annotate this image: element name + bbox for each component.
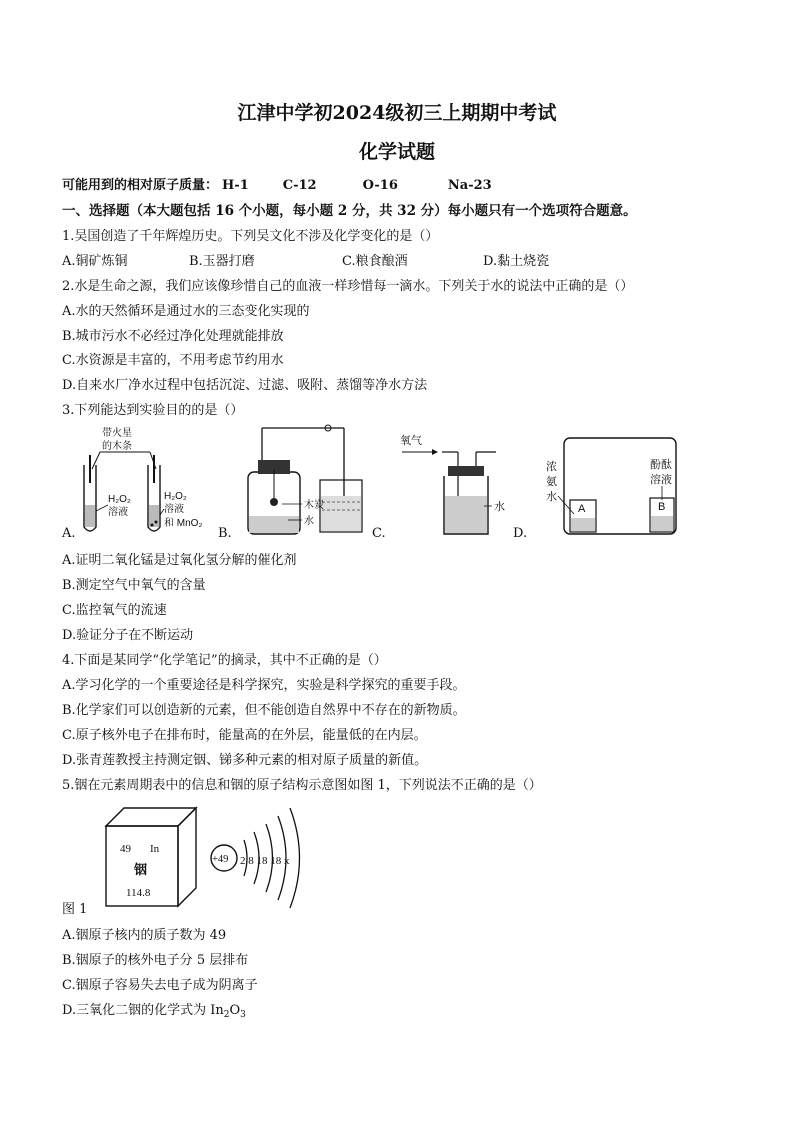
q3-option-c: C.监控氧气的流速 (62, 603, 167, 618)
q4-option-d: D.张青莲教授主持测定铟、锑多种元素的相对原子质量的新值。 (62, 753, 428, 768)
q1-option-b: B.玉器打磨 (189, 254, 255, 269)
fig-b-charcoal-label: 木炭 (304, 500, 324, 511)
q3-stem: 3.下列能达到实验目的的是（） (62, 403, 244, 418)
element-mass: 114.8 (126, 887, 151, 899)
fig-d-left-2: 氨 (546, 476, 557, 488)
fig-a-tube1-line2: 溶液 (108, 507, 128, 518)
atom-nucleus: +49 (212, 854, 229, 865)
fig-d-left-3: 水 (546, 491, 557, 503)
fig-d-right-1: 酚酞 (650, 459, 672, 471)
fig-a-tube2-line3: 和 MnO₂ (164, 518, 203, 529)
fig-a-label-top1: 带火星 (102, 428, 132, 439)
mass-h: H-1 (222, 178, 249, 193)
q5-option-d (62, 999, 246, 1020)
fig-a-label-top2: 的木条 (102, 441, 132, 452)
mass-o: O-16 (362, 178, 398, 193)
fig-a-tube2-line2: 溶液 (164, 504, 184, 515)
q4-stem: 4.下面是某同学“化学笔记”的摘录，其中不正确的是（） (62, 653, 387, 668)
fig-b-apparatus (232, 420, 367, 540)
element-number: 49 (120, 843, 131, 855)
q5-option-d-text: D.三氧化二铟的化学式为 In (62, 1003, 224, 1018)
fig-d-right-2: 溶液 (650, 474, 672, 486)
fig-d-left-1: 浓 (546, 461, 557, 473)
q4-option-b: B.化学家们可以创造新的元素，但不能创造自然界中不存在的新物质。 (62, 703, 466, 718)
q5-option-d-sub1: 2 (223, 1010, 230, 1020)
q5-option-d-sub2: 3 (240, 1010, 246, 1020)
fig-a-tube1-line1: H₂O₂ (108, 494, 131, 505)
q5-option-b: B.铟原子的核外电子分 5 层排布 (62, 953, 249, 968)
fig-d-beaker-b: B (658, 501, 666, 513)
q1-option-d: D.黏土烧瓷 (483, 254, 550, 269)
q3-option-b: B.测定空气中氧气的含量 (62, 578, 206, 593)
fig-c-letter: C. (372, 526, 386, 541)
q5-option-a: A.铟原子核内的质子数为 49 (62, 928, 227, 943)
q2-option-a: A.水的天然循环是通过水的三态变化实现的 (62, 304, 310, 319)
fig-d-ammonia-diffusion (538, 430, 688, 540)
exam-subtitle: 化学试题 (358, 141, 435, 163)
fig-a-test-tubes (72, 425, 212, 540)
q5-option-d-o: O (229, 1003, 241, 1018)
element-symbol: In (150, 843, 160, 855)
fig-c-oxygen-label: 氧气 (400, 435, 422, 447)
figure-1-caption: 图 1 (62, 902, 88, 917)
q2-stem: 2.水是生命之源，我们应该像珍惜自己的血液一样珍惜每一滴水。下列关于水的说法中正确的是（） (62, 279, 634, 294)
q5-option-c: C.铟原子容易失去电子成为阴离子 (62, 978, 258, 993)
fig-c-washing-bottle (398, 430, 528, 540)
fig-d-beaker-a: A (578, 503, 586, 515)
fig-d-letter: D. (513, 526, 528, 541)
q2-option-d: D.自来水厂净水过程中包括沉淀、过滤、吸附、蒸馏等净水方法 (62, 378, 428, 393)
fig-c-water-label: 水 (494, 501, 505, 513)
q3-option-a: A.证明二氧化锰是过氧化氢分解的催化剂 (62, 553, 297, 568)
mass-na: Na-23 (447, 178, 492, 193)
atom-shells: 2 8 18 18 x (240, 855, 290, 867)
q2-option-b: B.城市污水不必经过净化处理就能排放 (62, 329, 284, 344)
q1-stem: 1.吴国创造了千年辉煌历史。下列吴文化不涉及化学变化的是（） (62, 229, 439, 244)
atomic-mass-label: 可能用到的相对原子质量： (62, 178, 219, 193)
fig-b-water-label: 水 (304, 516, 314, 527)
element-name: 铟 (134, 862, 148, 877)
fig-a-letter: A. (62, 526, 76, 541)
atomic-mass-line (62, 174, 492, 193)
q2-option-c: C.水资源是丰富的，不用考虑节约用水 (62, 353, 284, 368)
q5-figure-indium (90, 800, 315, 912)
q1-option-a: A.铜矿炼铜 (62, 254, 128, 269)
q3-option-d: D.验证分子在不断运动 (62, 628, 194, 643)
exam-title: 江津中学初2024级初三上期期中考试 (237, 102, 557, 124)
mass-c: C-12 (282, 178, 317, 193)
q4-option-a: A.学习化学的一个重要途径是科学探究，实验是科学探究的重要手段。 (62, 678, 466, 693)
q4-option-c: C.原子核外电子在排布时，能量高的在外层，能量低的在内层。 (62, 728, 427, 743)
section-heading: 一、选择题（本大题包括 16 个小题，每小题 2 分，共 32 分）每小题只有一个选项符合题意。 (62, 203, 637, 219)
fig-b-letter: B. (218, 526, 232, 541)
fig-a-tube2-line1: H₂O₂ (164, 491, 187, 502)
q5-stem: 5.铟在元素周期表中的信息和铟的原子结构示意图如图 1，下列说法不正确的是（） (62, 778, 542, 793)
q1-option-c: C.粮食酿酒 (342, 254, 408, 269)
